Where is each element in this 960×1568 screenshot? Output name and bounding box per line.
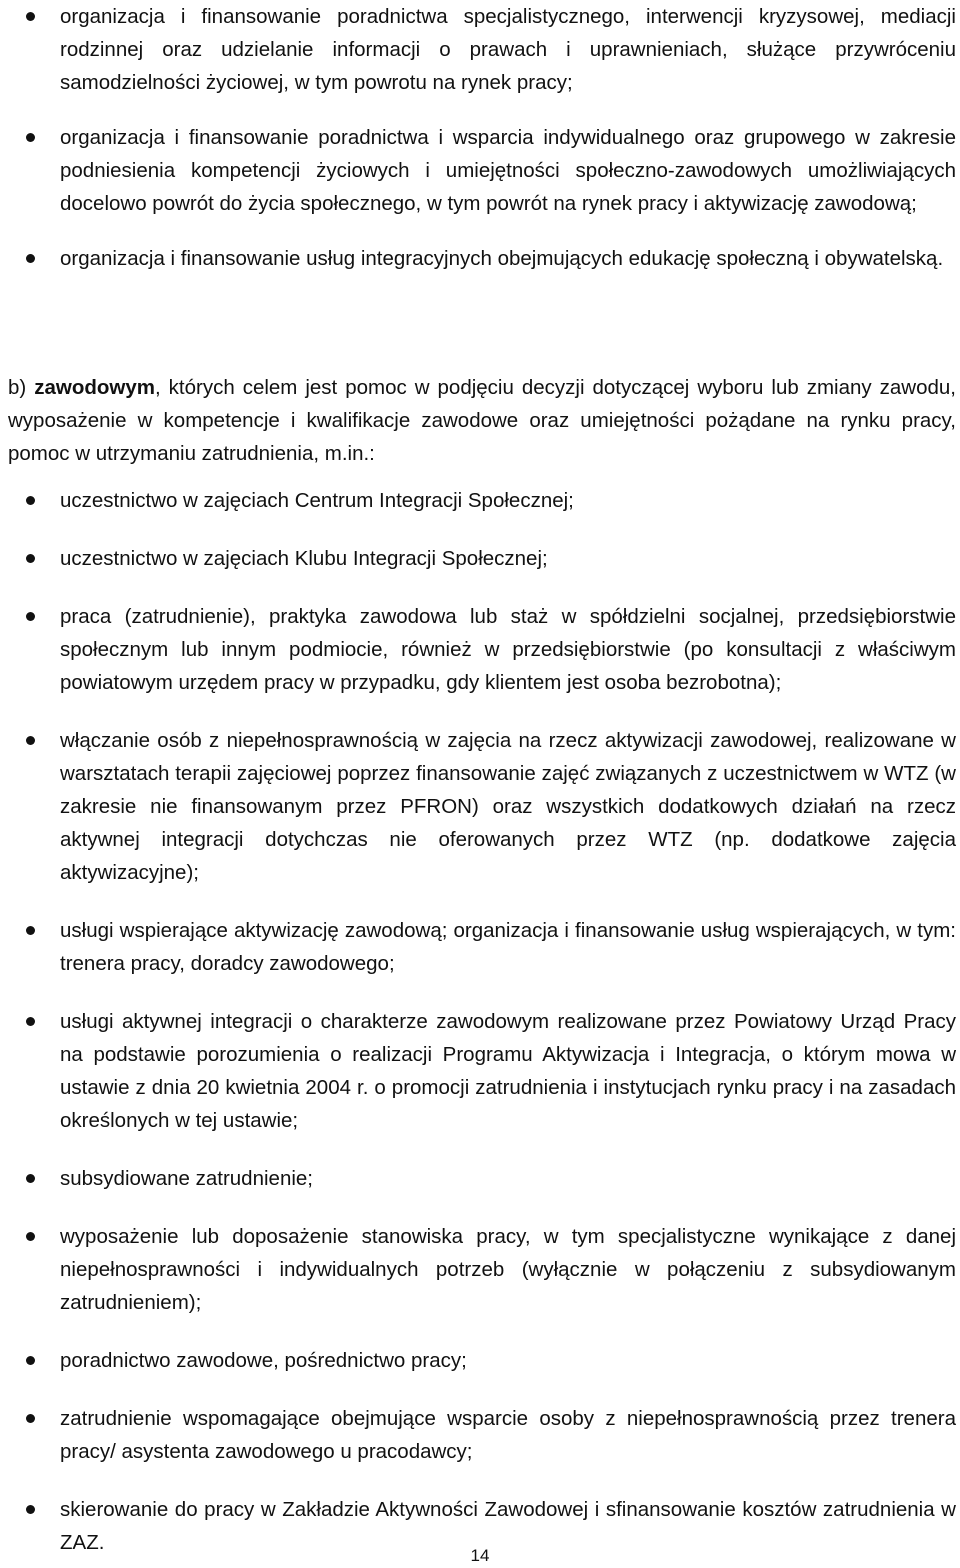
- list-item-text: praca (zatrudnienie), praktyka zawodowa lub staż w spółdzielni socjalnej, przedsiębiorstwie społecznym lub innym podmiocie, również w przedsiębiorstwie (po konsultacji z właściwym powiatowym urzędem pracy w przypadku, gdy klientem jest osoba bezrobotna);: [60, 605, 956, 694]
- list-item-text: skierowanie do pracy w Zakładzie Aktywności Zawodowej i sfinansowanie kosztów zatrudnienia w ZAZ.: [60, 1498, 956, 1554]
- list-item-text: usługi wspierające aktywizację zawodową; organizacja i finansowanie usług wspierających, w tym: trenera pracy, doradcy zawodowego;: [60, 919, 956, 975]
- list-item: [60, 1344, 956, 1377]
- section-text: , których celem jest pomoc w podjęciu decyzji dotyczącej wyboru lub zmiany zawodu, wyposażenie w kompetencje i kwalifikacje zawodowe oraz umiejętności pożądane na rynku pracy, pomoc w utrzymaniu zatrudnienia, m.in.:: [8, 376, 956, 465]
- bullet-icon: [26, 496, 35, 505]
- list-item-text: usługi aktywnej integracji o charakterze zawodowym realizowane przez Powiatowy Urząd Pracy na podstawie porozumienia o realizacji Programu Aktywizacja i Integracja, o którym mowa w ustawie z dnia 20 kwietnia 2004 r. o promocji zatrudnienia i instytucjach rynku pracy i na zasadach określonych w tej ustawie;: [60, 1010, 956, 1132]
- list-item-text: subsydiowane zatrudnienie;: [60, 1167, 313, 1190]
- list-item-text: organizacja i finansowanie poradnictwa i wsparcia indywidualnego oraz grupowego w zakresie podniesienia kompetencji życiowych i umiejętności społeczno-zawodowych umożliwiających docelowo powrót do życia społecznego, w tym powrót na rynek pracy i aktywizację zawodową;: [60, 126, 956, 215]
- section-term: zawodowym: [34, 376, 155, 399]
- list-item-text: organizacja i finansowanie poradnictwa specjalistycznego, interwencji kryzysowej, mediacji rodzinnej oraz udzielanie informacji o prawach i uprawnieniach, służące przywróceniu samodzielności życiowej, w tym powrotu na rynek pracy;: [60, 5, 956, 94]
- bullet-list-social: [60, 0, 956, 275]
- bullet-icon: [26, 612, 35, 621]
- list-item-text: organizacja i finansowanie usług integracyjnych obejmujących edukację społeczną i obywatelską.: [60, 247, 944, 270]
- list-item: [60, 724, 956, 889]
- list-item-text: uczestnictwo w zajęciach Klubu Integracji Społecznej;: [60, 547, 548, 570]
- list-item-text: poradnictwo zawodowe, pośrednictwo pracy;: [60, 1349, 467, 1372]
- bullet-icon: [26, 1017, 35, 1026]
- list-item: [60, 1162, 956, 1195]
- list-item: [60, 1005, 956, 1137]
- bullet-icon: [26, 254, 35, 263]
- bullet-icon: [26, 926, 35, 935]
- list-item: [60, 542, 956, 575]
- bullet-icon: [26, 1174, 35, 1183]
- list-item: [60, 0, 956, 99]
- list-item: [60, 1402, 956, 1468]
- list-item: [60, 600, 956, 699]
- bullet-icon: [26, 554, 35, 563]
- list-item-text: zatrudnienie wspomagające obejmujące wsparcie osoby z niepełnosprawnością przez trenera pracy/ asystenta zawodowego u pracodawcy;: [60, 1407, 956, 1463]
- section-b-paragraph: [8, 371, 956, 470]
- bullet-icon: [26, 1414, 35, 1423]
- list-item: [60, 914, 956, 980]
- bullet-list-vocational: [60, 484, 956, 1559]
- list-item-text: uczestnictwo w zajęciach Centrum Integracji Społecznej;: [60, 489, 574, 512]
- page-number: 14: [470, 1546, 490, 1565]
- bullet-icon: [26, 736, 35, 745]
- bullet-icon: [26, 1505, 35, 1514]
- list-item-text: wyposażenie lub doposażenie stanowiska pracy, w tym specjalistyczne wynikające z danej niepełnosprawności i indywidualnych potrzeb (wyłącznie w połączeniu z subsydiowanym zatrudnieniem);: [60, 1225, 956, 1314]
- section-marker: b): [8, 376, 27, 399]
- bullet-icon: [26, 133, 35, 142]
- list-item: [60, 484, 956, 517]
- bullet-icon: [26, 1356, 35, 1365]
- list-item: [60, 121, 956, 220]
- bullet-icon: [26, 1232, 35, 1241]
- list-item-text: włączanie osób z niepełnosprawnością w zajęcia na rzecz aktywizacji zawodowej, realizowane w warsztatach terapii zajęciowej poprzez finansowanie zajęć związanych z uczestnictwem w WTZ (w zakresie nie finansowanym przez PFRON) oraz wszystkich dodatkowych działań na rzecz aktywnej integracji dotychczas nie oferowanych przez WTZ (np. dodatkowe zajęcia aktywizacyjne);: [60, 729, 956, 884]
- list-item: [60, 1220, 956, 1319]
- list-item: [60, 242, 956, 275]
- bullet-icon: [26, 12, 35, 21]
